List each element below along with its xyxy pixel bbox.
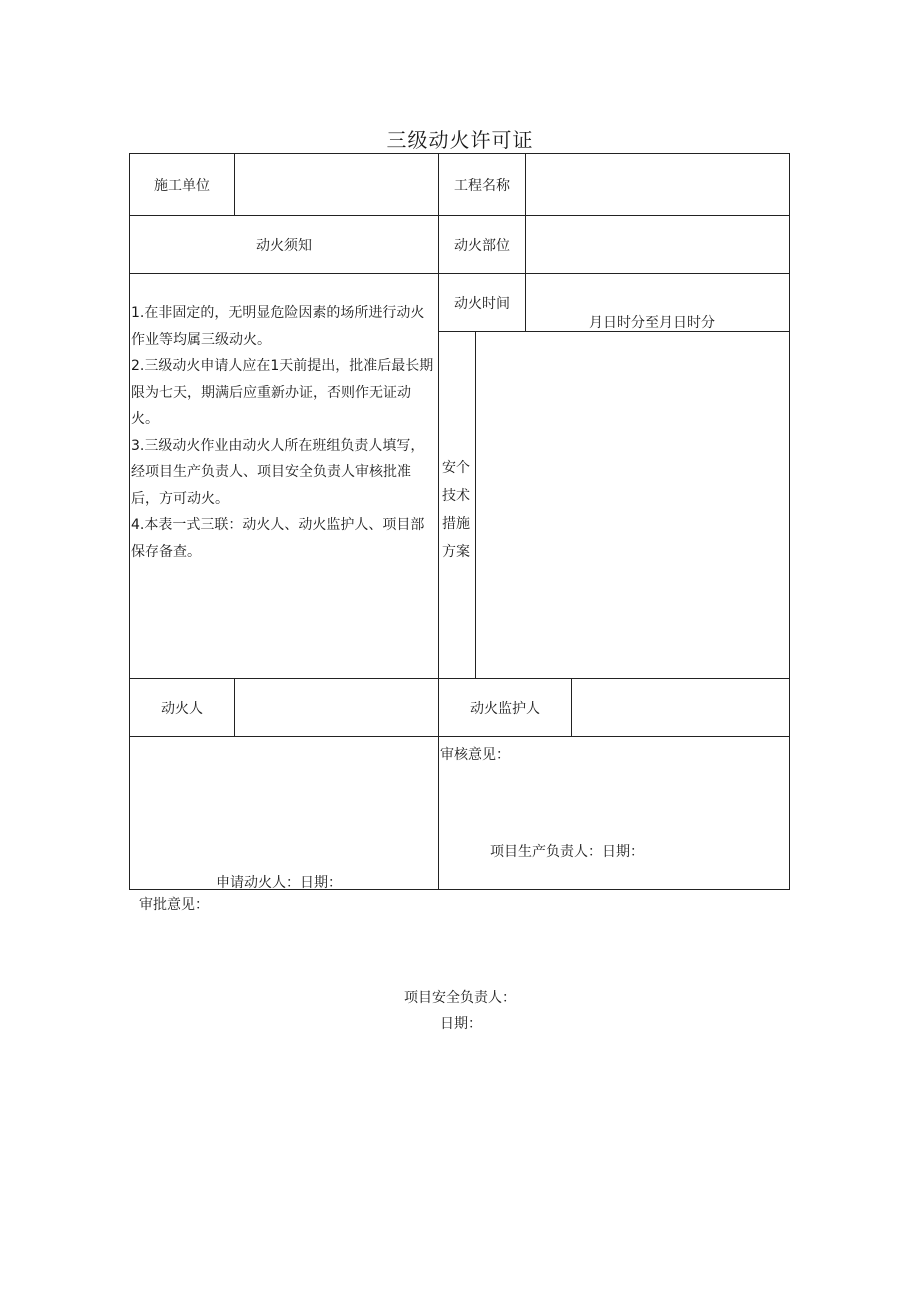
fire-time-label: 动火时间 [454,295,510,312]
review-opinion-label: 审核意见： [440,747,510,763]
operator-label: 动火人 [161,700,203,717]
approval-date-label: 日期： [440,1016,482,1032]
supervisor-label: 动火监护人 [470,700,540,717]
safety-plan-label: 安个 技术 措施 方案 [442,460,470,560]
approval-opinion-label: 审批意见： [139,897,209,913]
applicant-signature: 申请动火人：日期： [216,875,342,891]
notice-item: 2.三级动火申请人应在1天前提出，批准后最长期限为七天，期满后应重新办证，否则作无证动火。 [131,358,434,427]
notice-item: 4.本表一式三联：动火人、动火监护人、项目部保存备查。 [131,517,425,560]
fire-location-label: 动火部位 [454,237,510,254]
operator-field[interactable] [235,679,438,736]
fire-notice-list [131,300,437,565]
notice-item: 1.在非固定的，无明显危险因素的场所进行动火作业等均属三级动火。 [131,305,425,348]
production-manager-signature: 项目生产负责人：日期： [490,844,644,860]
fire-location-field[interactable] [526,216,789,273]
supervisor-field[interactable] [572,679,789,736]
page-title: 三级动火许可证 [386,128,534,152]
construction-unit-field[interactable] [235,154,438,215]
safety-manager-label: 项目安全负责人： [404,990,516,1006]
fire-notice-label: 动火须知 [256,237,312,254]
notice-item: 3.三级动火作业由动火人所在班组负责人填写，经项目生产负责人、项目安全负责人审核批准后，方可动火。 [131,437,425,507]
construction-unit-label: 施工单位 [154,177,210,194]
project-name-field[interactable] [526,154,789,215]
safety-plan-field[interactable] [477,333,788,677]
fire-time-field[interactable]: 月日时分至月日时分 [589,315,715,331]
project-name-label: 工程名称 [454,177,510,194]
